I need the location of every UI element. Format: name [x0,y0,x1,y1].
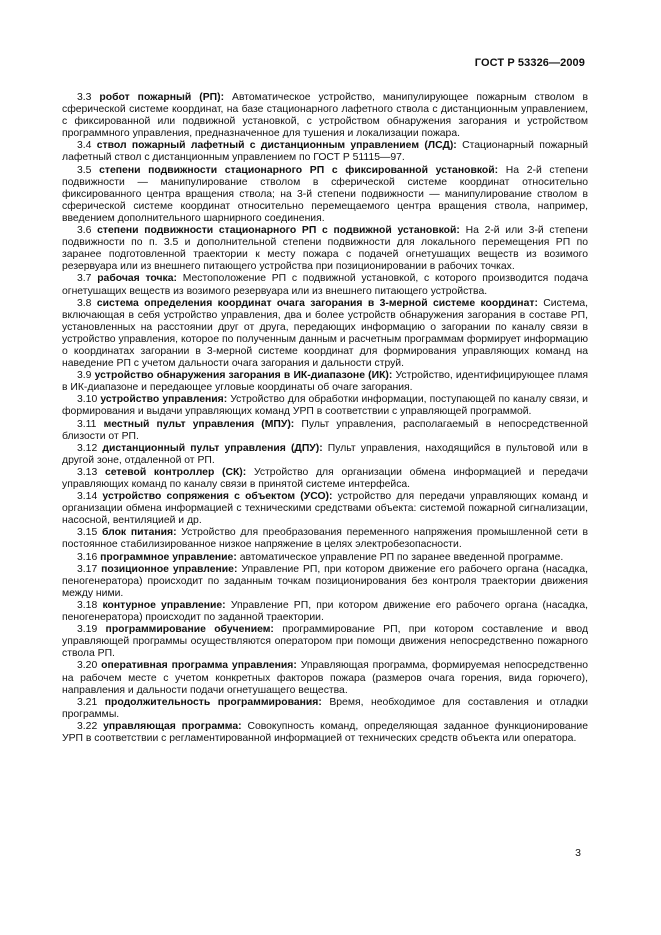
definition-term: блок питания: [101,527,177,539]
definition-item [62,370,588,394]
definition-term: сетевой контроллер (СК): [104,466,247,478]
definition-number: 3.17 [77,563,98,575]
definition-number: 3.7 [77,273,92,285]
definition-text: На 2-й степени подвижности — манипулирование стволом в сферической системе координат относительно фиксированного центра вращения ствола; на 3-й степени подвижности — манипулирование стволом в сферической системе координат относительно перемещаемого центра вращения ствола, например, введением дополнительного шарнирного соединения. [62,164,588,224]
definition-text: Совокупность команд, определяющая заданное функционирование УРП в соответствии с регламентированной информацией от технических средств объекта или оператора. [62,720,588,744]
definition-term: управляющая программа: [103,720,242,732]
definition-term: устройство сопряжения с объектом (УСО): [102,491,333,503]
definition-term: продолжительность программирования: [104,696,322,708]
definition-text: Устройство для обработки информации, поступающей по каналу связи, и формирования и выдачи управляющих команд УРП в соответствии с управляющей программой. [62,394,588,418]
definition-term: программирование обучением: [105,624,274,636]
definition-item [62,660,588,696]
definition-item [62,491,588,527]
definition-text: Пульт управления, находящийся в пультовой или в другой зоне, отдаленной от РП. [62,442,589,466]
definition-number: 3.22 [77,720,98,732]
definition-text: Устройство для организации обмена информацией и передачи управляющих команд по каналу связи в принятой системе интерфейса. [62,466,588,490]
definition-number: 3.9 [77,370,92,382]
definition-text: Управляющая программа, формируемая непосредственно на рабочем месте с учетом конкретных факторов пожара (размеров очага горения, вида горючего), направления и дальности подачи огнетушащего вещества. [62,660,588,696]
definition-text: На 2-й или 3-й степени подвижности по п. 3.5 и дополнительной степени подвижности для локального перемещения РП по заранее подготовленной траектории к месту пожара с подачей огнетушащих веществ из возимого резервуара или из внешнего питающего устройства при позиционировании в рабочих точках. [62,225,588,273]
definition-item [62,273,588,297]
definition-number: 3.20 [77,660,98,672]
definition-number: 3.6 [77,225,92,237]
definition-text: Стационарный пожарный лафетный ствол с дистанционным управлением по ГОСТ Р 51115—97. [62,140,589,164]
definition-number: 3.15 [77,527,98,539]
definition-number: 3.18 [77,599,98,611]
definition-item [62,165,588,225]
definition-number: 3.3 [77,92,92,103]
definition-text: Управление РП, при котором движение его рабочего органа (насадка, пеногенератора) происходит по заданным точкам позиционирования без контроля траектории движения между ними. [62,563,588,599]
definition-item [62,140,588,164]
definition-item [62,394,588,418]
definition-number: 3.21 [77,696,98,708]
definition-term: устройство управления: [100,394,228,406]
standard-header: ГОСТ Р 53326—2009 [474,57,585,69]
definition-number: 3.19 [77,624,98,636]
definition-text: программирование РП, при котором составление и ввод управляющей программы осуществляются оператором при помощи движения непосредственно пожарного ствола РП. [62,624,589,660]
definition-item [62,624,588,660]
definition-item [62,443,588,467]
definition-number: 3.14 [77,491,98,503]
definition-item [62,552,588,564]
definition-term: степени подвижности стационарного РП с фиксированной установкой: [99,164,499,176]
definition-term: степени подвижности стационарного РП с подвижной установкой: [97,225,460,237]
definition-number: 3.4 [77,140,92,152]
definition-number: 3.8 [77,297,92,309]
definition-item [62,225,588,273]
definition-number: 3.12 [77,442,98,454]
definition-item [62,92,588,140]
definition-term: позиционное управление: [101,563,238,575]
definition-item [62,564,588,600]
definition-item [62,467,588,491]
definition-term: система определения координат очага загорания в 3-мерной системе координат: [96,297,538,309]
definition-text: автоматическое управление РП по заранее введенной программе. [239,551,564,563]
definition-text: Устройство, идентифицирующее пламя в ИК-диапазоне и передающее угловые координаты об очаге загорания. [62,370,589,394]
definition-item [62,419,588,443]
definition-term: оперативная программа управления: [101,660,297,672]
definition-text: Пульт управления, располагаемый в непосредственной близости от РП. [62,418,588,442]
definition-item [62,527,588,551]
page-number: 3 [575,847,581,859]
definition-text: Автоматическое устройство, манипулирующее пожарным стволом в сферической системе координат, на базе стационарного лафетного ствола с дистанционным управлением, с фиксированной или подвижной установкой, с устройством обнаружения загорания и устройством программного управления, предназначенное для тушения и локализации пожара. [62,92,588,140]
definition-item [62,721,588,745]
definition-text: Система, включающая в себя устройство управления, два и более устройств обнаружения загорания в составе РП, установленных на расстоянии друг от друга, передающих информацию о загорании по каналу связи в устройство управления, которое по полученным данным и расчетным программам формирует информацию о координатах загорании в 3-мерной системе координат для формирования управляющих команд на наведение РП с учетом дальности очага загорания и дальности струй. [62,297,589,370]
definition-text: устройство для передачи управляющих команд и организации обмена информацией с техническими средствами объекта: системой пожарной сигнализации, насосной, вентиляцией и др. [62,491,589,527]
definition-number: 3.13 [77,466,98,478]
definitions-list [62,92,588,745]
definition-term: ствол пожарный лафетный с дистанционным управлением (ЛСД): [96,140,457,152]
definition-number: 3.10 [77,394,98,406]
definition-item [62,600,588,624]
definition-text: Местоположение РП с подвижной установкой, с которого производится подача огнетушащих веществ из возимого резервуара или из внешнего питающего устройства. [62,273,589,297]
definition-number: 3.11 [77,418,97,430]
definition-text: Время, необходимое для составления и отладки программы. [62,696,589,720]
definition-item [62,298,588,371]
definition-term: робот пожарный (РП): [99,92,225,103]
definition-term: устройство обнаружения загорания в ИК-диапазоне (ИК): [94,370,393,382]
definition-item [62,697,588,721]
definition-term: контурное управление: [102,599,226,611]
definition-text: Управление РП, при котором движение его рабочего органа (насадка, пеногенератора) происходит по заданной траектории. [62,599,589,624]
definition-term: рабочая точка: [97,273,177,285]
definition-number: 3.5 [77,164,92,176]
definition-term: дистанционный пульт управления (ДПУ): [102,442,323,454]
definition-term: программное управление: [100,551,237,563]
definition-text: Устройство для преобразования переменного напряжения промышленной сети в постоянное стабилизированное низкое напряжение в целях электробезопасности. [62,527,589,551]
definition-term: местный пульт управления (МПУ): [103,418,295,430]
definition-number: 3.16 [77,551,98,563]
